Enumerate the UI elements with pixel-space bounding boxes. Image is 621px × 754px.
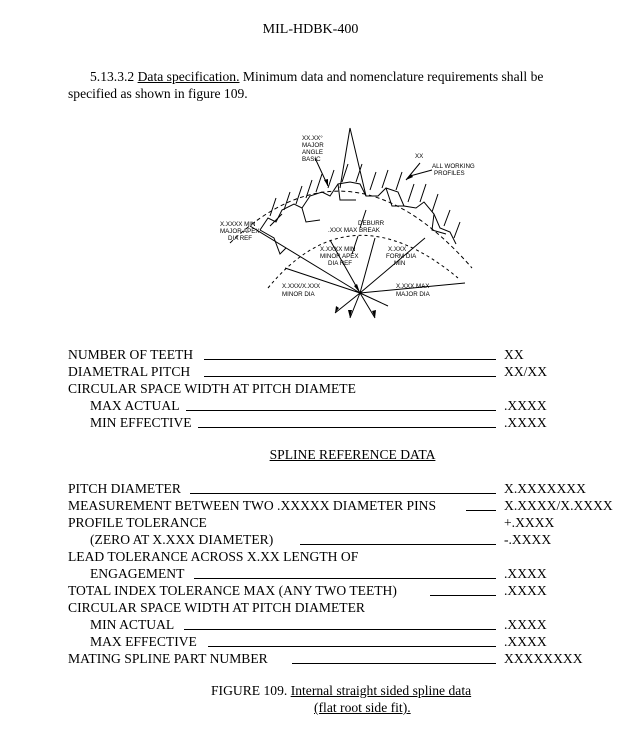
label-major-angle-0: XX.XX° (302, 135, 323, 142)
fill-line (198, 427, 496, 428)
label-major-apex-1: MAJOR APEX (220, 228, 260, 235)
label-major-angle-3: BASIC (302, 156, 321, 163)
label-minor-dia-1: MINOR DIA (282, 291, 315, 298)
label-major-angle-1: MAJOR (302, 142, 324, 149)
table2-label: PITCH DIAMETER (68, 481, 181, 496)
table2-label: PROFILE TOLERANCE (68, 515, 207, 530)
table2-label: MIN ACTUAL (90, 617, 175, 632)
fill-line (184, 629, 496, 630)
table2-label: TOTAL INDEX TOLERANCE MAX (ANY TWO TEETH) (68, 583, 397, 598)
caption-title-2: (flat root side fit). (314, 700, 411, 715)
label-xx: XX (415, 153, 424, 160)
spline-drawing (210, 118, 490, 328)
fill-line (204, 376, 496, 377)
table1-label: MIN EFFECTIVE (90, 415, 192, 430)
table2-value: XXXXXXXX (504, 651, 583, 666)
table2-value: -.XXXX (504, 532, 552, 547)
fill-line (186, 410, 496, 411)
paragraph-line-1 (68, 68, 588, 85)
table1-label: NUMBER OF TEETH (68, 347, 194, 362)
table2-label: CIRCULAR SPACE WIDTH AT PITCH DIAMETER (68, 600, 365, 615)
table1-value: .XXXX (504, 398, 547, 413)
table2-value: X.XXXXXXX (504, 481, 586, 496)
table2-label: MATING SPLINE PART NUMBER (68, 651, 268, 666)
paragraph (68, 68, 588, 102)
caption-figure-number: FIGURE 109. (211, 683, 288, 698)
table2-value: .XXXX (504, 583, 547, 598)
paragraph-text-2: specified as shown in figure 109. (68, 86, 248, 101)
label-major-apex-2: DIA REF (228, 235, 253, 242)
fill-line (430, 595, 496, 596)
caption-title-1: Internal straight sided spline data (290, 683, 472, 698)
label-major-apex-0: X.XXXX MIN (220, 221, 256, 228)
fill-line (204, 359, 496, 360)
paragraph-heading: Data specification. (137, 69, 240, 84)
table1-value: .XXXX (504, 415, 547, 430)
table2-value: .XXXX (504, 617, 547, 632)
table2-value: .XXXX (504, 634, 547, 649)
table1-label: CIRCULAR SPACE WIDTH AT PITCH DIAMETE (68, 381, 356, 396)
table2-label: ENGAGEMENT (90, 566, 185, 581)
label-minor-apex-0: X.XXXX MIN (320, 246, 356, 253)
table2-label: MEASUREMENT BETWEEN TWO .XXXXX DIAMETER PINS (68, 498, 437, 513)
label-major-dia-0: X.XXX MAX (396, 283, 430, 290)
label-minor-apex-2: DIA REF (328, 260, 353, 267)
fill-line (300, 544, 496, 545)
table2-value: X.XXXX/X.XXXX (504, 498, 613, 513)
label-deburr-1: .XXX MAX BREAK (328, 227, 380, 234)
table1-label: MAX ACTUAL (90, 398, 180, 413)
caption-line-1 (211, 683, 471, 699)
table2-label: (ZERO AT X.XXX DIAMETER) (90, 532, 274, 547)
label-all-working-0: ALL WORKING (432, 163, 475, 170)
table1-label: DIAMETRAL PITCH (68, 364, 191, 379)
table2-value: .XXXX (504, 566, 547, 581)
paragraph-text-1: Minimum data and nomenclature requirements shall be (242, 69, 544, 84)
section-title-text: SPLINE REFERENCE DATA (269, 447, 436, 462)
fill-line (194, 578, 496, 579)
label-form-dia-0: X.XXX (388, 246, 407, 253)
document-header: MIL-HDBK-400 (262, 22, 359, 37)
table2-label: LEAD TOLERANCE ACROSS X.XX LENGTH OF (68, 549, 359, 564)
label-form-dia-2: MIN (394, 260, 406, 267)
label-major-angle-2: ANGLE (302, 149, 323, 156)
fill-line (190, 493, 496, 494)
spline-diagram (210, 118, 490, 328)
fill-line (292, 663, 496, 664)
table2-value: +.XXXX (504, 515, 555, 530)
table2-label: MAX EFFECTIVE (90, 634, 197, 649)
label-deburr-0: DEBURR (358, 220, 385, 227)
label-form-dia-1: FORM DIA (386, 253, 417, 260)
table1-value: XX (504, 347, 524, 362)
label-minor-apex-1: MINOR APEX (320, 253, 359, 260)
section-title (0, 447, 621, 463)
label-minor-dia-0: X.XXX/X.XXX (282, 283, 321, 290)
paragraph-number: 5.13.3.2 (90, 69, 135, 84)
fill-line (208, 646, 496, 647)
fill-line (466, 510, 496, 511)
label-all-working-1: PROFILES (434, 170, 465, 177)
table1-value: XX/XX (504, 364, 548, 379)
label-major-dia-1: MAJOR DIA (396, 291, 430, 298)
